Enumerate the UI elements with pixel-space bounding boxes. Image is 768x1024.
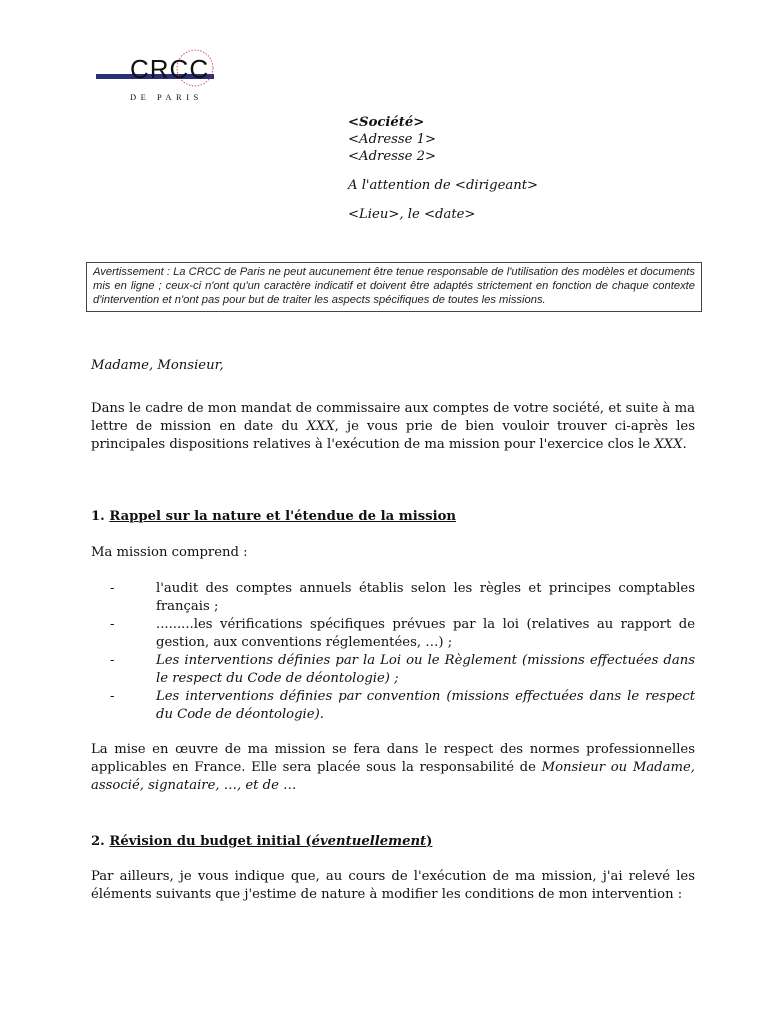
section-2-title-b: éventuellement <box>311 834 427 849</box>
closing-text: La mise en œuvre de ma mission se fera dans le respect des normes professionnelles applicables en France. Elle sera placée sous la responsabilité de <box>91 742 695 775</box>
logo-subtitle: DE PARIS <box>130 92 203 102</box>
section-2-title-a: Révision du budget initial ( <box>109 834 312 849</box>
list-item-text: l'audit des comptes annuels établis selon les règles et principes comptables français ; <box>156 581 695 614</box>
crcc-logo <box>88 30 260 114</box>
intro-paragraph <box>91 400 695 454</box>
address-line-1: <Adresse 1> <box>348 132 437 147</box>
mission-list <box>91 580 695 724</box>
intro-text-1: Dans le cadre de mon mandat de commissaire aux comptes de votre société, et suite à ma lettre de mission en date du <box>91 401 695 434</box>
address-line-2: <Adresse 2> <box>348 149 437 164</box>
crcc-logo-graphic <box>88 30 260 114</box>
section-1-lead <box>91 544 695 562</box>
section-2-title-c: ) <box>426 834 433 849</box>
recipient-address <box>348 114 538 223</box>
list-item <box>91 652 695 688</box>
section-2-body <box>91 868 695 904</box>
salutation <box>91 357 695 375</box>
section-2-body-text: Par ailleurs, je vous indique que, au cours de l'exécution de ma mission, j'ai relevé les éléments suivants que j'estime de nature à modifier les conditions de mon intervention : <box>91 869 695 902</box>
intro-xxx-1: XXX <box>306 419 335 434</box>
list-dash: - <box>110 653 115 668</box>
section-1-closing <box>91 741 695 795</box>
logo-text: CRCC <box>130 54 210 84</box>
section-2-number: 2. <box>91 834 110 849</box>
list-dash: - <box>110 689 115 704</box>
list-item-text: Les interventions définies par convention (missions effectuées dans le respect du Code de déontologie). <box>156 689 695 722</box>
list-item <box>91 688 695 724</box>
list-dash: - <box>110 617 115 632</box>
list-item-text: Les interventions définies par la Loi ou le Règlement (missions effectuées dans le respect du Code de déontologie) ; <box>156 653 695 686</box>
section-1-heading <box>91 509 456 524</box>
disclaimer-box: Avertissement : La CRCC de Paris ne peut aucunement être tenue responsable de l'utilisation des modèles et documents mis en ligne ; ceux-ci n'ont qu'un caractère indicatif et doivent être adaptés strictement en fonction de chaque contexte d'intervention et n'ont pas pour but de traiter les aspects spécifiques de toutes les missions. <box>86 262 702 312</box>
section-1-number: 1. <box>91 509 110 524</box>
list-item <box>91 616 695 652</box>
section-1-title: Rappel sur la nature et l'étendue de la mission <box>109 509 456 524</box>
intro-text-3: . <box>682 437 687 452</box>
section-1-lead-text: Ma mission comprend : <box>91 545 248 560</box>
list-item-text: .........les vérifications spécifiques prévues par la loi (relatives au rapport de gestion, aux conventions réglementées, …) ; <box>156 617 695 650</box>
place-date-line: <Lieu>, le <date> <box>348 207 476 222</box>
list-item <box>91 580 695 616</box>
list-dash: - <box>110 581 115 596</box>
closing-italic: Monsieur ou Madame, associé, signataire, …, et de … <box>91 760 695 793</box>
intro-text-2: , je vous prie de bien vouloir trouver ci-après les principales dispositions relatives à l'exécution de ma mission pour l'exercice clos le <box>91 419 695 452</box>
attention-line: A l'attention de <dirigeant> <box>348 178 539 193</box>
intro-xxx-2: XXX <box>654 437 683 452</box>
salutation-text: Madame, Monsieur, <box>91 358 224 373</box>
company-placeholder: <Société> <box>348 115 425 130</box>
section-2-heading <box>91 834 432 849</box>
